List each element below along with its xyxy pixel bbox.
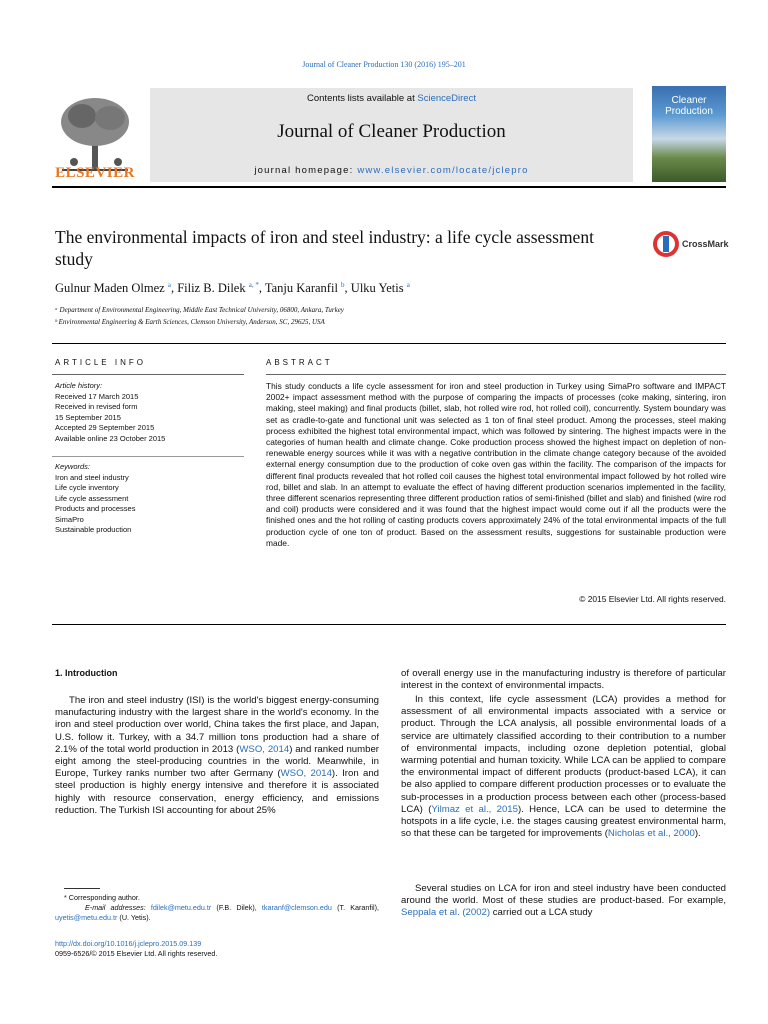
intro-text: of overall energy use in the manufacturing industry is therefore of particular interest in the context of environmental impacts. (401, 668, 726, 692)
cover-title-line-1: Cleaner (671, 95, 707, 106)
keywords-label: Keywords: (55, 462, 91, 471)
history-item: Received 17 March 2015 (55, 391, 139, 401)
keyword-item: Iron and steel industry (55, 472, 129, 482)
sciencedirect-link[interactable]: ScienceDirect (417, 93, 476, 104)
citation-link[interactable]: WSO, 2014 (280, 768, 332, 780)
author-affil-mark[interactable]: b (341, 281, 345, 289)
intro-paragraph-continued (401, 668, 726, 692)
intro-text: In this context, life cycle assessment (LCA) provides a method for assessment of all environmental impacts associated with a service or product. Through the LCA analysis, all possible environmental loads of a service are ultimately classified according to their contribution to a number of environmental impacts, including ozone depletion potential, global warming potential and human toxicity. While LCA can be applied to compare the environmental impact of different products (product-based LCA), it can be also applied to compare different production processes or to evaluate the sub-processes in a production process between each other (process-based LCA) ( (401, 694, 726, 815)
history-item: Accepted 29 September 2015 (55, 423, 155, 432)
journal-homepage (150, 165, 633, 176)
author-name[interactable]: Ulku Yetis (350, 281, 404, 296)
abstract-rule (266, 374, 726, 375)
intro-text: ) and ranked number eight among the steel-producing countries in the world. Meanwhile, in Europe, Turkey ranks number two after Germany ( (55, 743, 379, 780)
elsevier-wordmark: ELSEVIER (55, 165, 135, 181)
email-addresses (55, 903, 379, 923)
email-owner: (T. Karanfil), (331, 903, 379, 912)
intro-text: The iron and steel industry (ISI) is the world's biggest energy-consuming manufacturing industry with the largest share in the world's economy. In the iron and steel production over world, China takes the first place, and Japan, U.S. follow it. Turkey, with a 34.7 million tons production had a share of 2.1% of the total world production in 2013 ( (55, 695, 379, 755)
history-item: Received in revised form (55, 402, 138, 411)
citation-link[interactable]: Seppala et al. (2002) (401, 907, 491, 919)
citation-link[interactable]: Yilmaz et al., 2015 (431, 803, 518, 815)
journal-title: Journal of Cleaner Production (277, 121, 506, 142)
article-info-heading: ARTICLE INFO (55, 358, 146, 367)
author-affil-mark[interactable]: a, * (248, 281, 259, 289)
abstract-copyright: © 2015 Elsevier Ltd. All rights reserved. (579, 594, 726, 604)
abstract-heading: ABSTRACT (266, 358, 333, 367)
intro-paragraph-1 (55, 695, 379, 817)
contents-line (150, 93, 633, 104)
keywords-block (55, 462, 247, 536)
section-heading-introduction: 1. Introduction (55, 668, 118, 678)
email-label: E-mail addresses: (85, 903, 151, 912)
author-name[interactable]: Filiz B. Dilek (177, 281, 246, 296)
email-link[interactable]: fdilek@metu.edu.tr (150, 903, 212, 912)
intro-paragraph-3 (401, 883, 726, 920)
abstract-bottom-divider (52, 624, 726, 625)
header-divider (52, 186, 726, 188)
intro-text: Several studies on LCA for iron and steel industry have been conducted around the world. Most of these studies are product-based. For example, (401, 883, 726, 907)
affiliation-divider (52, 343, 726, 344)
contents-prefix: Contents lists available at (307, 93, 418, 104)
cover-title-line-2: Production (665, 106, 713, 117)
history-item: Available online 23 October 2015 (55, 433, 166, 443)
citation-link[interactable]: WSO, 2014 (239, 743, 290, 755)
affiliation-a: ᵃ Department of Environmental Engineering, Middle East Technical University, 06800, Ankara, Turkey (55, 306, 344, 314)
email-link[interactable]: uyetis@metu.edu.tr (55, 913, 118, 922)
keyword-item: Life cycle inventory (55, 483, 119, 492)
corresponding-author-note: * Corresponding author. (64, 893, 140, 902)
journal-reference[interactable]: Journal of Cleaner Production 130 (2016) 195–201 (302, 60, 466, 69)
crossmark-label[interactable]: CrossMark (682, 239, 729, 249)
author-affil-mark[interactable]: a (406, 281, 410, 289)
author-name[interactable]: Gulnur Maden Olmez (55, 281, 165, 296)
homepage-prefix: journal homepage: (254, 165, 358, 176)
history-label: Article history: (55, 381, 103, 390)
journal-cover-title (652, 95, 726, 117)
keyword-item: Life cycle assessment (55, 493, 129, 503)
homepage-link[interactable]: www.elsevier.com/locate/jclepro (357, 165, 529, 176)
keyword-item: Sustainable production (55, 525, 132, 534)
footnote-rule (64, 888, 100, 889)
citation-link[interactable]: Nicholas et al., 2000 (607, 828, 695, 840)
intro-text: ). Iron and steel production is highly energy intensive and therefore it is associated highly with resource conservation, energy efficiency, and emissions reduction. The Turkish ISI accounting for about 25% (55, 768, 380, 816)
keyword-item: SimaPro (55, 514, 84, 524)
author-name[interactable]: Tanju Karanfil (264, 281, 338, 296)
issn-copyright: 0959-6526/© 2015 Elsevier Ltd. All rights reserved. (55, 949, 218, 958)
keyword-item: Products and processes (55, 504, 136, 513)
keywords-rule (52, 456, 244, 457)
intro-text: ). (694, 828, 701, 840)
abstract-text: This study conducts a life cycle assessment for iron and steel production in Turkey using SimaPro software and IMPACT 2002+ impact assessment method with the purpose of comparing the impacts of processes (coke making, sintering, iron making, steel making) and final products (billet, slab, hot rolled wire rod, hot rolled coil), concurrently. System boundary was set as cradle-to-gate and functional unit was selected as 1 ton of final steel product. Among the processes, steel making process exhibited the highest total environmental impact, which was followed by sintering. The highest impacts were in the categories of human health and climate change. Coke production process showed the highest impact on depletion of non-renewable energy sources while it was with a negative contribution in the climate change category because of the avoided external energy consumption due to the production of coke oven gas within the facility. The comparison of the impacts for different final products revealed that hot rolled coil causes the highest total environmental impact followed by hot rolled wire rod, billet and slab. In an attempt to evaluate the effect of having different production scenarios implemented in the facility, three different scenarios representing three different production ratios of semi-finished (billet and slab) and finished (wire rod and coil) products were considered and it was found that the highest impact would come out if all the products were the finished ones and the hot rolling of casting products covers approximately 24% of the total environmental impacts of the full production cycle of one ton of product. Based on the assessment results, suggestions for sustainable production were made. (266, 381, 726, 548)
email-owner: (U. Yetis). (117, 913, 151, 922)
doi-link[interactable]: http://dx.doi.org/10.1016/j.jclepro.2015.09.139 (55, 939, 202, 948)
intro-text: carried out a LCA study (490, 907, 593, 919)
history-item: 15 September 2015 (55, 412, 121, 422)
article-title: The environmental impacts of iron and steel industry: a life cycle assessment study (55, 227, 594, 269)
intro-text: ). Hence, LCA can be used to determine the hotspots in a life cycle, i.e. the stages causing greatest environmental harm, so that these can be targeted for improvements ( (401, 803, 727, 840)
email-owner: (F.B. Dilek), (211, 903, 262, 912)
article-history (55, 381, 247, 444)
author-list: Gulnur Maden Olmez $^a$, Filiz B. Dilek $^{a, *}$, Tanju Karanfil $^b$, Ulku Yetis $^a$ (55, 281, 410, 296)
article-info-rule (52, 374, 244, 375)
affiliation-b: ᵇ Environmental Engineering & Earth Sciences, Clemson University, Anderson, SC, 29625, USA (55, 318, 325, 326)
intro-paragraph-2 (401, 694, 726, 840)
email-link[interactable]: tkaranf@clemson.edu (261, 903, 332, 912)
author-affil-mark[interactable]: a (167, 281, 171, 289)
